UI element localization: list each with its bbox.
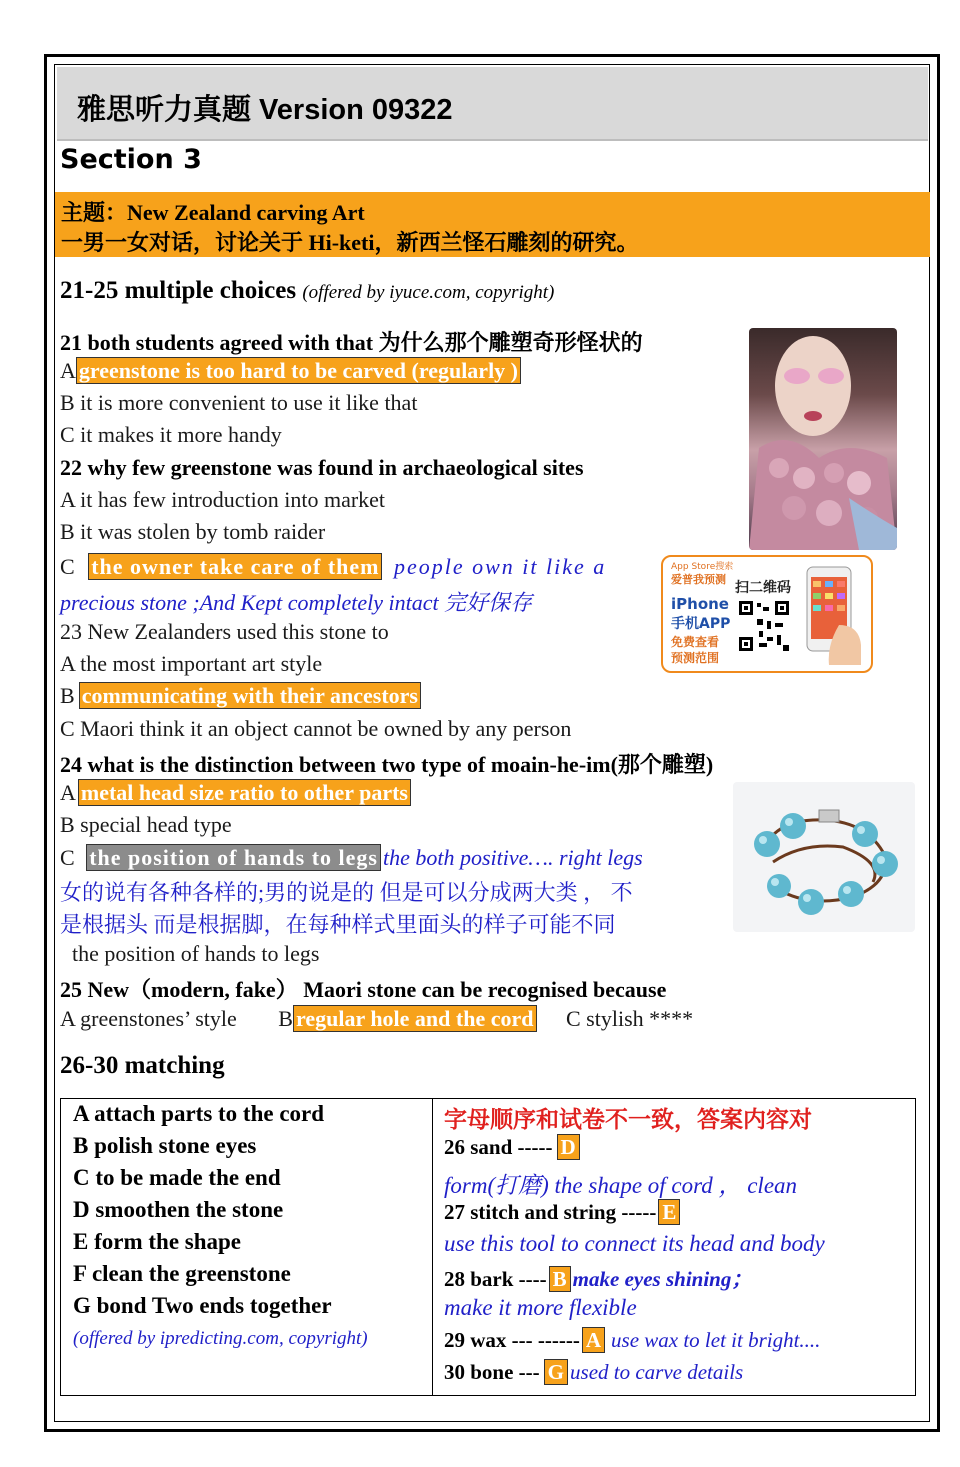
ad-free-text: 免费查看: [671, 635, 720, 649]
q22-note-1: people own it like a: [393, 554, 607, 579]
answer-29-note: use wax to let it bright....: [611, 1328, 821, 1352]
q22-c-prefix: C: [60, 554, 75, 579]
matching-table: [60, 1098, 916, 1396]
q21-answer: greenstone is too hard to be carved (regularly ): [76, 357, 521, 384]
option-b: B polish stone eyes: [73, 1133, 257, 1158]
answer-26-note: form(打磨) the shape of cord ， clean: [444, 1173, 798, 1198]
q24-option-a: [60, 780, 411, 806]
phone-in-hand-icon: [799, 565, 863, 665]
answer-26-letter: D: [557, 1134, 580, 1160]
q25-option-a: A greenstones’ style: [60, 1006, 237, 1031]
answer-28: [444, 1263, 752, 1293]
answer-26-label: 26 sand -----: [444, 1135, 553, 1159]
q24-option-b: B special head type: [60, 812, 232, 837]
answer-warning: 字母顺序和试卷不一致，答案内容对: [444, 1107, 812, 1132]
q24-option-c: [60, 845, 643, 871]
ad-scan-text: 扫二维码: [735, 580, 791, 596]
answer-30: [444, 1360, 743, 1385]
bracelet-photo: [733, 782, 915, 932]
q24-c-answer: the position of hands to legs: [86, 844, 381, 871]
answer-28-note-2: make it more flexible: [444, 1295, 637, 1320]
q24-answer: metal head size ratio to other parts: [78, 779, 411, 806]
answer-28-note: make eyes shining；: [572, 1267, 753, 1291]
q22-note-2: precious stone ;And Kept completely intact 完好保存: [60, 590, 533, 615]
q24-question: 24 what is the distinction between two type of moain-he-im(那个雕塑): [60, 752, 714, 777]
q21-a-prefix: A: [60, 358, 76, 383]
mc-heading-credit: (offered by iyuce.com, copyright): [302, 282, 555, 303]
answer-30-note: used to carve details: [570, 1360, 744, 1384]
q25-b-prefix: B: [278, 1006, 293, 1031]
ad-range-text: 预测范围: [671, 651, 720, 665]
answer-26: [444, 1135, 580, 1160]
q22-option-c: [60, 554, 606, 580]
q24-a-prefix: A: [60, 780, 76, 805]
q22-question: 22 why few greenstone was found in archaeological sites: [60, 455, 584, 480]
q22-option-b: B it was stolen by tomb raider: [60, 519, 326, 544]
q21-option-b: B it is more convenient to use it like that: [60, 390, 418, 415]
ad-app-name: 爱普我预测: [671, 573, 726, 586]
q21-option-c: C it makes it more handy: [60, 422, 282, 447]
answer-29: [444, 1328, 820, 1353]
q23-b-prefix: B: [60, 683, 75, 708]
q24-c-prefix: C: [60, 845, 75, 870]
table-divider: [432, 1099, 433, 1395]
q23-question: 23 New Zealanders used this stone to: [60, 619, 389, 644]
answer-27-letter: E: [658, 1199, 680, 1225]
q22-answer: the owner take care of them: [88, 553, 382, 580]
options-credit: (offered by ipredicting.com, copyright): [73, 1328, 368, 1349]
option-e: E form the shape: [73, 1229, 242, 1254]
q21-question: 21 both students agreed with that 为什么那个雕塑奇形怪状的: [60, 330, 643, 355]
ad-store-text: App Store搜索: [671, 562, 734, 572]
q24-note-2: 女的说有各种各样的;男的说是的 但是可以分成两大类 ， 不: [60, 880, 633, 905]
q23-option-c: C Maori think it an object cannot be owned by any person: [60, 716, 572, 741]
answer-27-note: use this tool to connect its head and body: [444, 1231, 825, 1256]
option-d: D smoothen the stone: [73, 1197, 284, 1222]
jewelry-model-photo: [749, 328, 897, 550]
answer-29-letter: A: [582, 1327, 605, 1353]
q24-extra: the position of hands to legs: [72, 941, 320, 966]
option-c: C to be made the end: [73, 1165, 281, 1190]
topic-banner: [55, 192, 930, 257]
answer-30-letter: G: [544, 1359, 568, 1385]
q23-option-a: A the most important art style: [60, 651, 323, 676]
app-qr-advertisement[interactable]: [661, 555, 873, 673]
option-g: G bond Two ends together: [73, 1293, 332, 1318]
qr-code-icon: [737, 599, 791, 653]
answer-29-label: 29 wax --- ------: [444, 1328, 580, 1352]
q25-option-c: C stylish ****: [566, 1006, 694, 1031]
q24-note-1: the both positive…. right legs: [382, 845, 643, 870]
answer-28-label: 28 bark ----: [444, 1267, 547, 1291]
bracelet-illustration: [733, 782, 915, 932]
q24-note-3: 是根据头 而是根据脚，在每种样式里面头的样子可能不同: [60, 912, 616, 937]
page-title: 雅思听力真题 Version 09322: [77, 94, 453, 126]
q23-option-b: [60, 683, 421, 709]
q25-answer: regular hole and the cord: [293, 1005, 537, 1032]
matching-heading: 26-30 matching: [60, 1052, 225, 1079]
option-f: F clean the greenstone: [73, 1261, 291, 1286]
option-a: A attach parts to the cord: [73, 1101, 325, 1126]
answer-27: [444, 1200, 680, 1225]
ad-iphone-text: iPhone: [671, 595, 729, 613]
answer-30-label: 30 bone ---: [444, 1360, 540, 1384]
mc-heading-main: 21-25 multiple choices: [60, 277, 297, 304]
topic-line-2: 一男一女对话，讨论关于 Hi-keti，新西兰怪石雕刻的研究。: [61, 230, 639, 255]
q25-question: 25 New（modern, fake） Maori stone can be recognised because: [60, 977, 667, 1002]
q21-option-a: [60, 358, 521, 384]
ad-mobile-text: 手机APP: [671, 616, 731, 632]
title-bar: [57, 67, 928, 141]
answer-28-letter: B: [549, 1266, 571, 1292]
section-title: Section 3: [60, 144, 202, 175]
q22-option-a: A it has few introduction into market: [60, 487, 386, 512]
jewelry-model-illustration: [749, 328, 897, 550]
topic-line-1: 主题：New Zealand carving Art: [61, 200, 365, 225]
answer-27-label: 27 stitch and string -----: [444, 1200, 657, 1224]
mc-heading: [60, 277, 554, 305]
q23-answer: communicating with their ancestors: [79, 682, 421, 709]
q25-options: [60, 1006, 693, 1032]
